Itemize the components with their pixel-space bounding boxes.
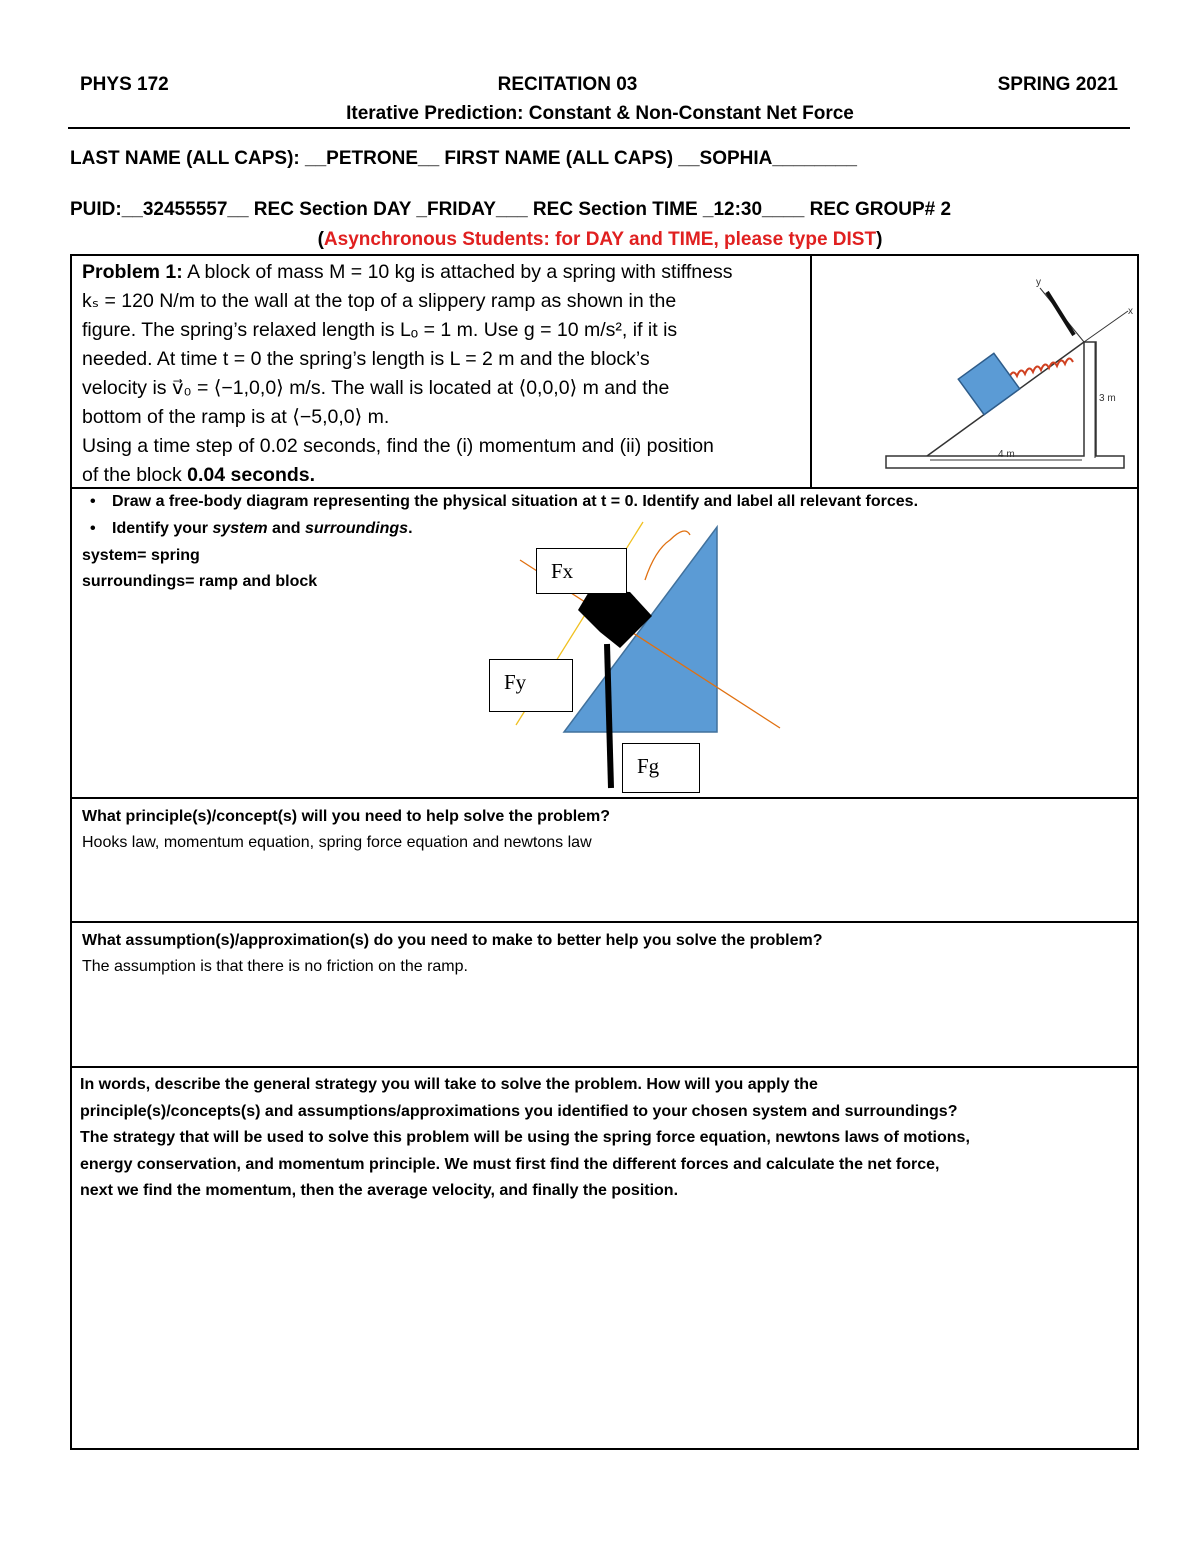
problem-line: figure. The spring’s relaxed length is Lₒ = 1 m. Use g = 10 m/s², if it is [82,319,678,341]
async-note-text: Asynchronous Students: for DAY and TIME, please type DIST [323,229,877,250]
principles-answer: Hooks law, momentum equation, spring force equation and newtons law [82,834,592,851]
header-rule [68,127,1130,129]
assumptions-answer: The assumption is that there is no friction on the ramp. [82,958,468,975]
bullet-text: . [408,520,413,537]
async-note-close: ) [876,229,883,250]
surroundings-answer: surroundings= ramp and block [82,573,318,590]
strategy-question: principle(s)/concepts(s) and assumptions/approximations you identified to your chosen system and surroundings? [80,1102,958,1120]
strategy-section [80,1072,1130,1205]
name-line: LAST NAME (ALL CAPS): __PETRONE__ FIRST NAME (ALL CAPS) __SOPHIA________ [70,148,857,169]
bullet-text: system [212,520,268,537]
table-left-border [70,254,72,1450]
strategy-answer: The strategy that will be used to solve this problem will be using the spring force equation, newtons laws of motions, [80,1129,970,1146]
problem-line: velocity is v⃗₀ = ⟨−1,0,0⟩ m/s. The wall is located at ⟨0,0,0⟩ m and the [82,377,670,399]
y-axis-label: y [1036,277,1041,288]
fg-label: Fg [622,743,700,793]
fy-label: Fy [489,659,573,712]
bullet-dot: • [90,520,96,537]
bullet-text: and [267,520,305,537]
bullet-fbd [82,493,918,511]
table-divider [70,1066,1139,1068]
bullet-text: surroundings [304,520,409,537]
problem-label: Problem 1: [82,261,183,283]
bullet-text: Identify your [112,520,213,537]
bullet-fbd-text: Draw a free-body diagram representing the physical situation at t = 0. Identify and label all relevant forces. [112,493,919,510]
principles-question: What principle(s)/concept(s) will you need to help solve the problem? [82,808,611,825]
block [958,353,1019,414]
problem-line: A block of mass M = 10 kg is attached by a spring with stiffness [182,261,733,283]
course-code: PHYS 172 [80,74,169,95]
table-bottom-border [70,1448,1139,1450]
assumptions-question: What assumption(s)/approximation(s) do you need to make to better help you solve the problem? [82,932,823,949]
recitation-title: RECITATION 03 [497,74,638,95]
system-answer: system= spring [82,547,200,564]
problem-line: Using a time step of 0.02 seconds, find the (i) momentum and (ii) position [82,435,714,457]
fbd-gravity-arrow [607,644,611,788]
strategy-answer: energy conservation, and momentum principle. We must first find the different forces and calculate the net force, [80,1155,940,1173]
puid-line: PUID:__32455557__ REC Section DAY _FRIDAY___ REC Section TIME _12:30____ REC GROUP# 2 [70,199,952,220]
strategy-question: In words, describe the general strategy you will take to solve the problem. How will you apply the [80,1076,818,1093]
strategy-answer: next we find the momentum, then the average velocity, and finally the position. [80,1182,679,1199]
principles-section [82,804,610,856]
problem-time: 0.04 seconds. [187,464,316,486]
assumptions-section [82,928,823,980]
wall [1047,292,1074,335]
spring [1009,358,1073,378]
fx-label: Fx [536,548,627,594]
bullet-dot: • [90,493,96,510]
base-label: 4 m [998,449,1015,460]
height-label: 3 m [1099,393,1116,404]
x-axis-line [1084,311,1128,342]
problem-line: bottom of the ramp is at ⟨−5,0,0⟩ m. [82,406,390,428]
problem-line: needed. At time t = 0 the spring’s length is L = 2 m and the block’s [82,348,650,370]
async-note [0,229,1200,251]
page-subtitle: Iterative Prediction: Constant & Non-Constant Net Force [346,103,854,124]
ramp-figure [812,256,1137,487]
problem-statement [82,258,804,490]
table-divider [70,921,1139,923]
table-divider [70,797,1139,799]
term: SPRING 2021 [997,74,1118,95]
problem-line: of the block [82,464,188,486]
table-right-border [1137,254,1139,1450]
x-axis-label: x [1128,306,1133,317]
async-note-open: ( [317,229,324,250]
bullet-system [82,520,413,538]
problem-line: kₛ = 120 N/m to the wall at the top of a slippery ramp as shown in the [82,290,677,312]
